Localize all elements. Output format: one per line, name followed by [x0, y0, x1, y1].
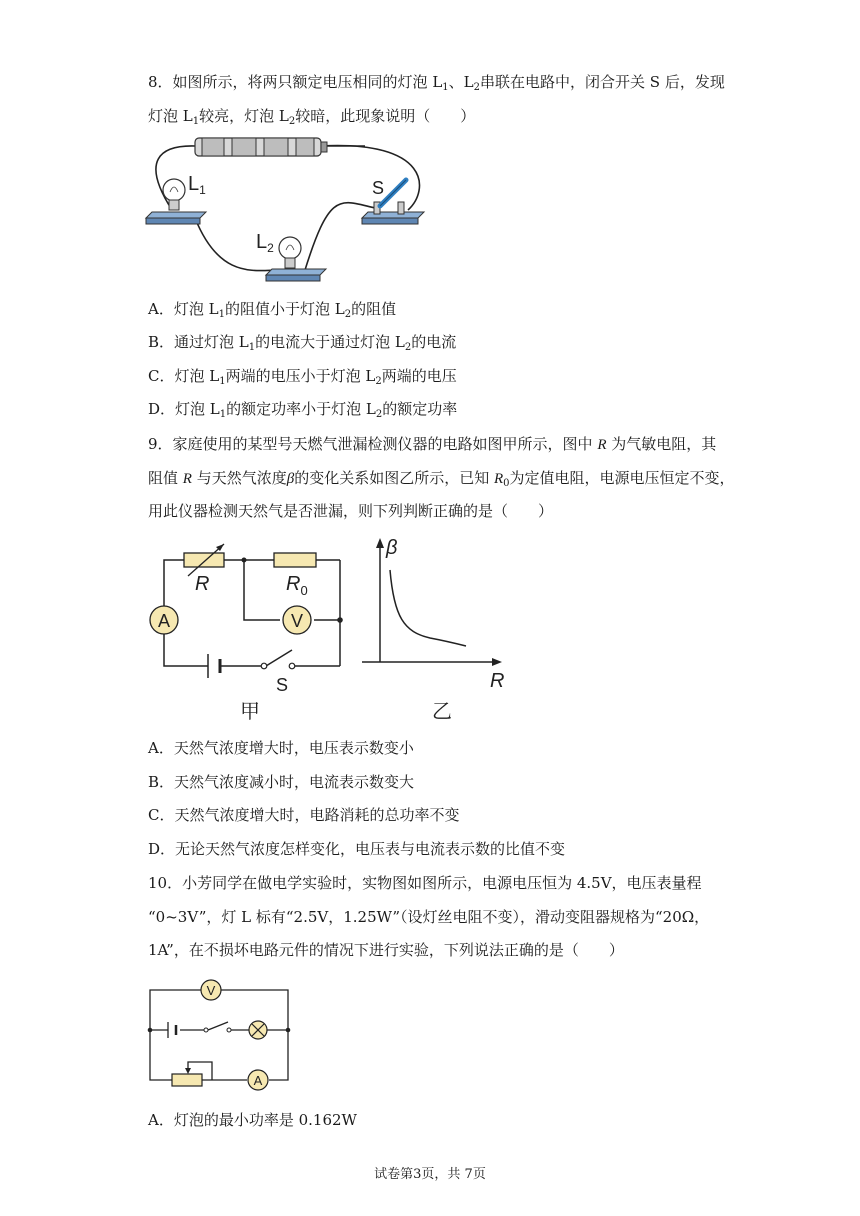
q8-option-c[interactable]: C．灯泡 $L_1$两端的电压小于灯泡 $L_2$两端的电压: [148, 367, 457, 387]
y-axis-label: β: [386, 537, 398, 559]
ammeter-label: A: [253, 1073, 263, 1088]
q8-stem-line-2: 灯泡 $L_1$较亮，灯泡 $L_2$较暗，此现象说明（ ）: [148, 107, 476, 127]
q8-circuit-figure: [140, 130, 440, 290]
rheostat-r: [184, 544, 224, 576]
resistor-r0: [274, 553, 316, 567]
q10-circuit-figure: [140, 972, 300, 1092]
q9-graph-yi: [360, 532, 520, 722]
r-label: R: [195, 573, 210, 595]
q10-stem-line-3: 1A”，在不损坏电路元件的情况下进行实验，下列说法正确的是（ ）: [148, 941, 624, 959]
battery-pack: [195, 138, 327, 156]
battery-cell: [208, 654, 220, 678]
q9-stem-line-2: 阻值 R 与天然气浓度β的变化关系如图乙所示，已知 $R_0$为定值电阻，电源电压恒定不变，: [148, 469, 735, 489]
page-footer: 试卷第3页，共 7页: [374, 1167, 486, 1182]
ammeter-label: A: [157, 611, 171, 631]
switch-s-label: S: [276, 675, 289, 695]
q10-stem-line-2: “0~3V”，灯 L 标有“2.5V，1.25W”（设灯丝电阻不变），滑动变阻器规格为“20Ω，: [148, 908, 710, 926]
voltmeter-label: V: [206, 983, 216, 998]
q9-stem-line-1: 9．家庭使用的某型号天燃气泄漏检测仪器的电路如图甲所示，图中 R 为气敏电阻，其: [148, 435, 717, 453]
q10-stem-line-1: 10．小芳同学在做电学实验时，实物图如图所示，电源电压恒为 4.5V，电压表量程: [148, 874, 702, 892]
q9-option-c[interactable]: C．天然气浓度增大时，电路消耗的总功率不变: [148, 806, 460, 824]
battery-cell: [168, 1022, 176, 1038]
q9-option-d[interactable]: D．无论天然气浓度怎样变化，电压表与电流表示数的比值不变: [148, 840, 566, 858]
switch-label: S: [372, 178, 385, 198]
q8-stem-line-1: 8．如图所示，将两只额定电压相同的灯泡 $L_1$、$L_2$串联在电路中，闭合开关 S 后，发现: [148, 73, 725, 93]
lamp-l2: [266, 237, 326, 281]
q9-option-a[interactable]: A．天然气浓度增大时，电压表示数变小: [148, 739, 414, 757]
l1-label: $L_1$: [188, 173, 206, 197]
q8-option-b[interactable]: B．通过灯泡 $L_1$的电流大于通过灯泡 $L_2$的电流: [148, 333, 457, 353]
q8-option-a[interactable]: A．灯泡 $L_1$的阻值小于灯泡 $L_2$的阻值: [148, 300, 397, 320]
q10-option-a[interactable]: A．灯泡的最小功率是 0.162W: [148, 1111, 357, 1129]
rheostat: [172, 1074, 202, 1086]
q8-option-d[interactable]: D．灯泡 $L_1$的额定功率小于灯泡 $L_2$的额定功率: [148, 400, 458, 420]
q9-stem-line-3: 用此仪器检测天然气是否泄漏，则下列判断正确的是（ ）: [148, 502, 554, 520]
voltmeter-label: V: [290, 611, 304, 631]
q9-option-b[interactable]: B．天然气浓度减小时，电流表示数变大: [148, 773, 415, 791]
beta-r-curve: [390, 570, 466, 646]
l2-label: $L_2$: [256, 231, 274, 255]
caption-yi: 乙: [432, 701, 452, 722]
q9-circuit-jia: [140, 540, 360, 725]
lamp-l: [249, 1021, 267, 1039]
r0-label: $R_0$: [286, 573, 308, 598]
caption-jia: 甲: [240, 701, 260, 723]
x-axis-label: R: [490, 670, 505, 692]
